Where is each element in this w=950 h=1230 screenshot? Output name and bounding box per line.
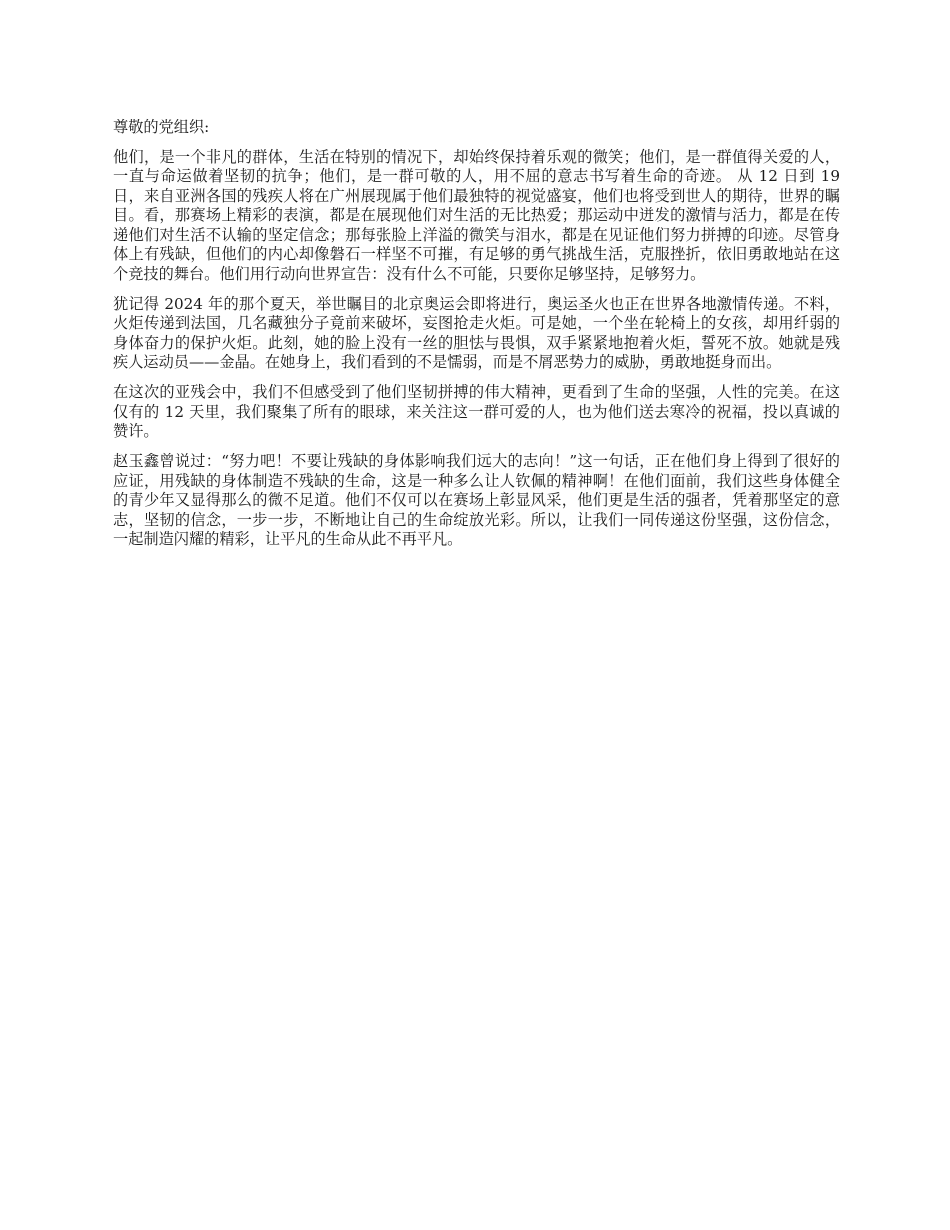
- paragraph-4: 赵玉鑫曾说过：“努力吧！不要让残缺的身体影响我们远大的志向！”这一句话，正在他们身上得到了很好的应证，用残缺的身体制造不残缺的生命，这是一种多么让人钦佩的精神啊！在他们面前，我们这些身体健全的青少年又显得那么的微不足道。他们不仅可以在赛场上彰显风采，他们更是生活的强者，凭着那坚定的意志，坚韧的信念，一步一步，不断地让自己的生命绽放光彩。所以，让我们一同传递这份坚强，这份信念，一起制造闪耀的精彩，让平凡的生命从此不再平凡。: [113, 452, 840, 548]
- paragraph-1: 他们，是一个非凡的群体，生活在特别的情况下，却始终保持着乐观的微笑；他们，是一群值得关爱的人，一直与命运做着坚韧的抗争；他们，是一群可敬的人，用不屈的意志书写着生命的奇迹。 从 12 日到 19 日，来自亚洲各国的残疾人将在广州展现属于他们最独特的视觉盛宴，他们也将受到世人的期待，世界的瞩目。看，那赛场上精彩的表演，都是在展现他们对生活的无比热爱；那运动中迸发的激情与活力，都是在传递他们对生活不认输的坚定信念；那每张脸上洋溢的微笑与泪水，都是在见证他们努力拼搏的印迹。尽管身体上有残缺，但他们的内心却像磐石一样坚不可摧，有足够的勇气挑战生活，克服挫折，依旧勇敢地站在这个竞技的舞台。他们用行动向世界宣告：没有什么不可能，只要你足够坚持，足够努力。: [113, 147, 840, 283]
- salutation: 尊敬的党组织:: [113, 118, 210, 136]
- paragraph-3: 在这次的亚残会中，我们不但感受到了他们坚韧拼搏的伟大精神，更看到了生命的坚强，人性的完美。在这仅有的 12 天里，我们聚集了所有的眼球，来关注这一群可爱的人，也为他们送去寒冷的祝福，投以真诚的赞许。: [113, 383, 840, 440]
- document-body: [113, 118, 840, 560]
- paragraph-2: 犹记得 2024 年的那个夏天，举世瞩目的北京奥运会即将进行，奥运圣火也正在世界各地激情传递。不料，火炬传递到法国，几名藏独分子竟前来破坏，妄图抢走火炬。可是她，一个坐在轮椅上的女孩，却用纤弱的身体奋力的保护火炬。此刻，她的脸上没有一丝的胆怯与畏惧，双手紧紧地抱着火炬，誓死不放。她就是残疾人运动员——金晶。在她身上，我们看到的不是懦弱，而是不屑恶势力的威胁，勇敢地挺身而出。: [113, 294, 840, 371]
